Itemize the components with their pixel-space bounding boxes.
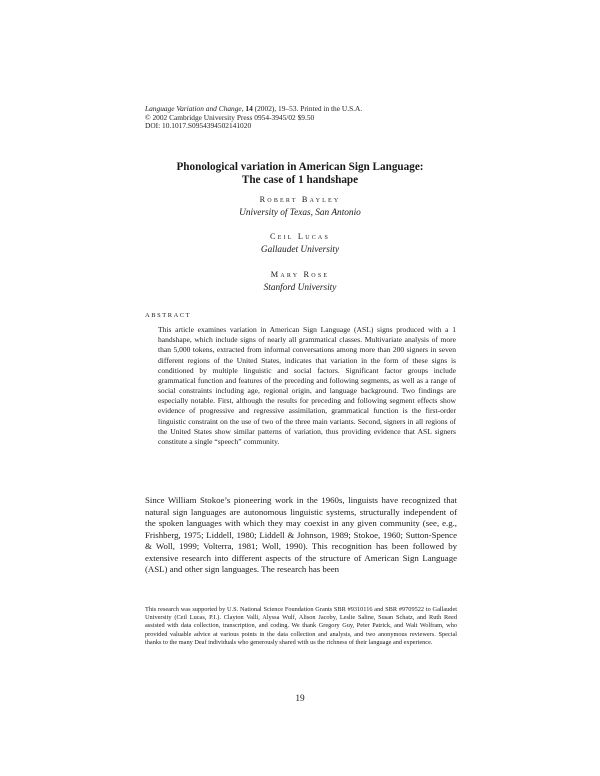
body-paragraph: Since William Stokoe’s pioneering work in the 1960s, linguists have recognized that natural sign languages are autonomous linguistic systems, structurally independent of the spoken languages with which they may coexist in any given community (see, e.g., Frishberg, 1975; Liddell, 1980; Liddell & Johnson, 1989; Stokoe, 1960; Sutton-Spence & Woll, 1999; Volterra, 1981; Woll, 1990). This recognition has been followed by extensive research into different aspects of the structure of American Sign Language (ASL) and other sign languages. The research has been <box>145 495 457 574</box>
citation-line: Language Variation and Change, 14 (2002), 19–53. Printed in the U.S.A. <box>145 104 363 113</box>
abstract-heading: ABSTRACT <box>145 312 192 319</box>
journal-name: Language Variation and Change <box>145 104 242 113</box>
journal-header <box>145 105 362 131</box>
doi-line: DOI: 10.1017.S0954394502141020 <box>145 121 252 130</box>
body-text <box>145 495 457 576</box>
author-name: Robert Bayley <box>259 195 341 204</box>
author-2 <box>0 232 600 256</box>
footnote-text: This research was supported by U.S. National Science Foundation Grants SBR #9310116 and SBR #9709522 to Gallaudet University (Ceil Lucas, P.I.). Clayton Valli, Alyssa Wulf, Alison Jacoby, Leslie Saline, Susan Schatz, and Ruth Reed assisted with data collection, transcription, and coding. We thank Gregory Guy, Peter Patrick, and Walt Wolfram, who provided valuable advice at various points in the data collection and analysis, and two anonymous reviewers. Special thanks to the many Deaf individuals who generously shared with us the richness of their language and experience. <box>145 606 457 646</box>
title-line-1: Phonological variation in American Sign Language: <box>176 161 424 173</box>
author-name: Mary Rose <box>270 270 330 279</box>
title-line-2: The case of 1 handshape <box>241 174 359 186</box>
author-1 <box>0 195 600 219</box>
article-title <box>0 161 600 187</box>
author-affiliation: University of Texas, San Antonio <box>239 208 361 218</box>
copyright-line: © 2002 Cambridge University Press 0954-3945/02 $9.50 <box>145 112 315 122</box>
page-number: 19 <box>295 694 305 704</box>
author-3 <box>0 270 600 294</box>
author-affiliation: Stanford University <box>263 283 337 293</box>
journal-volume: 14 <box>245 104 253 113</box>
author-name: Ceil Lucas <box>269 232 330 241</box>
citation-details: (2002), 19–53. Printed in the U.S.A. <box>252 104 363 113</box>
footnote <box>145 600 457 653</box>
abstract <box>158 325 456 447</box>
author-affiliation: Gallaudet University <box>260 245 340 255</box>
abstract-text: This article examines variation in American Sign Language (ASL) signs produced with a 1 handshape, which include signs of nearly all grammatical classes. Multivariate analysis of more than 5,000 tokens, extracted from informal conversations among more than 200 signers in seven different regions of the United States, indicates that variation in the form of these signs is conditioned by multiple linguistic and social factors. Significant factor groups include grammatical function and features of the preceding and following segments, as well as a range of social constraints including age, regional origin, and language background. Two findings are especially notable. First, although the results for preceding and following segment effects show evidence of progressive and regressive assimilation, grammatical function is the first-order linguistic constraint on the use of two of the three main variants. Second, signers in all regions of the United States show similar patterns of variation, thus providing evidence that ASL signers constitute a single “speech” community. <box>158 325 456 446</box>
